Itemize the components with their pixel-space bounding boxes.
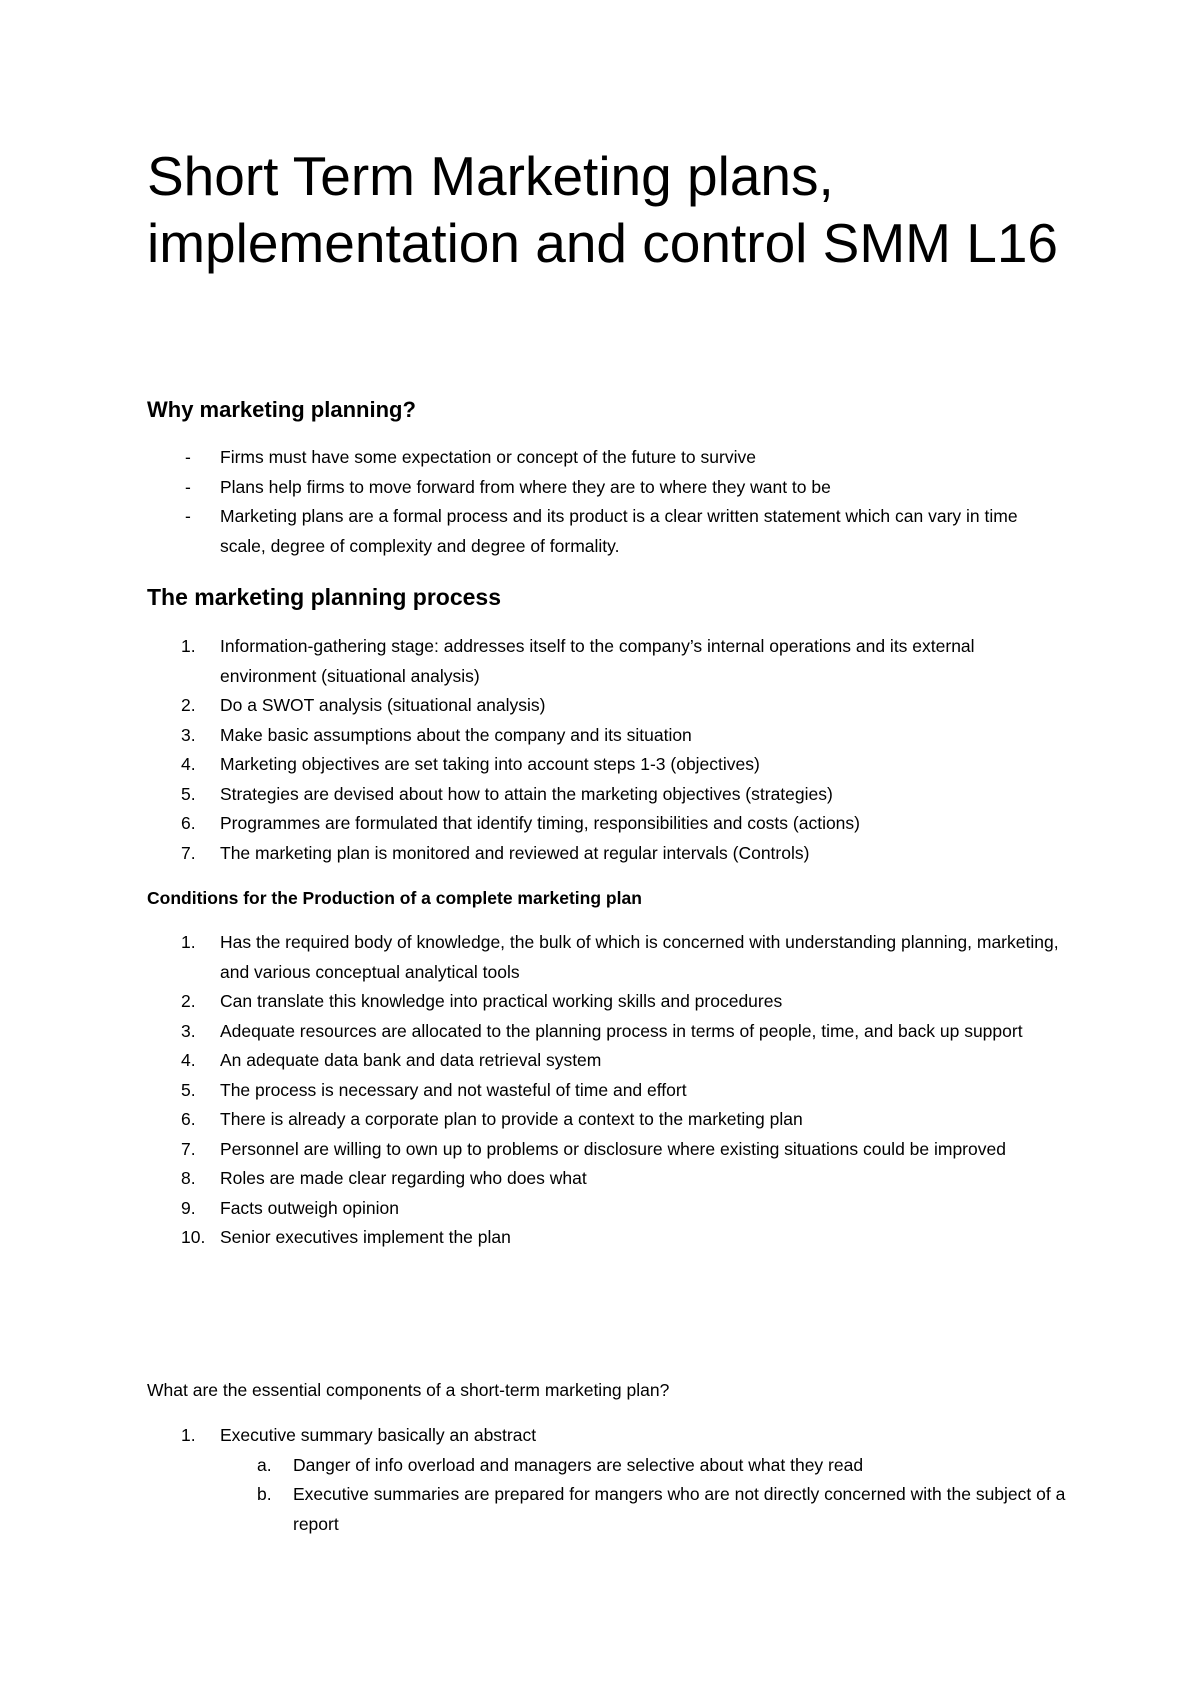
list-item-text: Executive summary basically an abstract: [220, 1425, 537, 1445]
section-heading-planning-process: The marketing planning process: [147, 584, 502, 610]
list-item-text: Personnel are willing to own up to problems or disclosure where existing situations could be improved: [220, 1138, 1006, 1159]
list-item: [147, 839, 1067, 869]
section-heading-conditions: Conditions for the Production of a complete marketing plan: [147, 888, 642, 908]
section-heading-why-marketing-planning: Why marketing planning?: [147, 397, 416, 422]
list-item: [147, 473, 1067, 503]
list-item: [147, 1046, 1067, 1076]
question-essential-components: What are the essential components of a short-term marketing plan?: [147, 1380, 670, 1400]
list-item: [147, 809, 1067, 839]
numbered-list-planning-process: [147, 632, 1067, 868]
list-item-text: An adequate data bank and data retrieval system: [220, 1050, 602, 1070]
list-item-text: Strategies are devised about how to attain the marketing objectives (strategies): [220, 783, 833, 804]
list-item: [147, 1135, 1067, 1165]
list-item-text: Marketing plans are a formal process and its product is a clear written statement which can vary in time scale, degree of complexity and degree of formality.: [220, 506, 1018, 556]
list-item-text: Firms must have some expectation or concept of the future to survive: [220, 447, 756, 467]
list-marker: 5.: [181, 1079, 196, 1100]
bullet-list-why-planning: [147, 443, 1067, 561]
list-marker: -: [185, 447, 191, 467]
list-marker: 9.: [181, 1197, 196, 1218]
list-marker: 1.: [181, 932, 196, 952]
list-item-text: Make basic assumptions about the company and its situation: [220, 724, 692, 745]
list-item-text: Programmes are formulated that identify timing, responsibilities and costs (actions): [220, 813, 860, 833]
list-item-text: The marketing plan is monitored and reviewed at regular intervals (Controls): [220, 842, 810, 863]
list-item: [147, 750, 1067, 780]
list-marker: 6.: [181, 813, 196, 833]
list-item: [147, 1164, 1067, 1194]
list-marker: 6.: [181, 1109, 196, 1129]
list-marker: 3.: [181, 724, 196, 745]
list-item-text: Has the required body of knowledge, the bulk of which is concerned with understanding planning, marketing, and various conceptual analytical tools: [220, 932, 1059, 982]
list-marker: -: [185, 476, 191, 497]
list-item: [147, 987, 1067, 1017]
list-marker: 7.: [181, 1138, 196, 1159]
list-marker: 4.: [181, 754, 196, 774]
list-item: [147, 1194, 1067, 1224]
list-item: [147, 502, 1067, 561]
list-item: [147, 443, 1067, 473]
list-item-text: Executive summaries are prepared for mangers who are not directly concerned with the subject of a report: [293, 1484, 1066, 1534]
document-title: Short Term Marketing plans, implementation and control SMM L16: [147, 145, 1059, 274]
list-item-text: Facts outweigh opinion: [220, 1197, 399, 1218]
list-item: [147, 632, 1067, 691]
list-item: [147, 928, 1067, 987]
list-marker: 2.: [181, 695, 196, 715]
list-item: [147, 691, 1067, 721]
list-item-text: Adequate resources are allocated to the planning process in terms of people, time, and back up support: [220, 1020, 1023, 1041]
list-marker: b.: [257, 1484, 272, 1504]
list-item-text: Do a SWOT analysis (situational analysis): [220, 695, 546, 715]
list-marker: a.: [257, 1454, 272, 1475]
list-marker: 7.: [181, 842, 196, 863]
list-marker: 4.: [181, 1050, 196, 1070]
list-marker: -: [185, 506, 191, 526]
list-item-text: Can translate this knowledge into practical working skills and procedures: [220, 991, 783, 1011]
list-item-text: There is already a corporate plan to provide a context to the marketing plan: [220, 1109, 803, 1129]
sub-list-item: [220, 1451, 1067, 1481]
numbered-list-components: [147, 1421, 1067, 1539]
list-item: [147, 1105, 1067, 1135]
list-marker: 3.: [181, 1020, 196, 1041]
list-item: [147, 1421, 1067, 1539]
list-item-text: Danger of info overload and managers are selective about what they read: [293, 1454, 864, 1475]
list-item-text: Marketing objectives are set taking into account steps 1-3 (objectives): [220, 754, 760, 774]
list-item: [147, 780, 1067, 810]
numbered-list-conditions: [147, 928, 1067, 1253]
list-marker: 1.: [181, 636, 196, 656]
sub-list-executive-summary: [220, 1451, 1067, 1540]
list-item: [147, 1223, 1067, 1253]
sub-list-item: [220, 1480, 1067, 1539]
list-marker: 10.: [181, 1227, 206, 1247]
list-marker: 2.: [181, 991, 196, 1011]
list-item-text: Plans help firms to move forward from where they are to where they want to be: [220, 476, 831, 497]
list-item-text: Roles are made clear regarding who does what: [220, 1168, 587, 1188]
list-item-text: Information-gathering stage: addresses itself to the company’s internal operations and its external environment (situational analysis): [220, 636, 975, 686]
list-marker: 1.: [181, 1425, 196, 1445]
list-marker: 8.: [181, 1168, 196, 1188]
list-item: [147, 1017, 1067, 1047]
list-item: [147, 1076, 1067, 1106]
list-item-text: Senior executives implement the plan: [220, 1227, 511, 1247]
list-marker: 5.: [181, 783, 196, 804]
list-item-text: The process is necessary and not wasteful of time and effort: [220, 1079, 687, 1100]
list-item: [147, 721, 1067, 751]
